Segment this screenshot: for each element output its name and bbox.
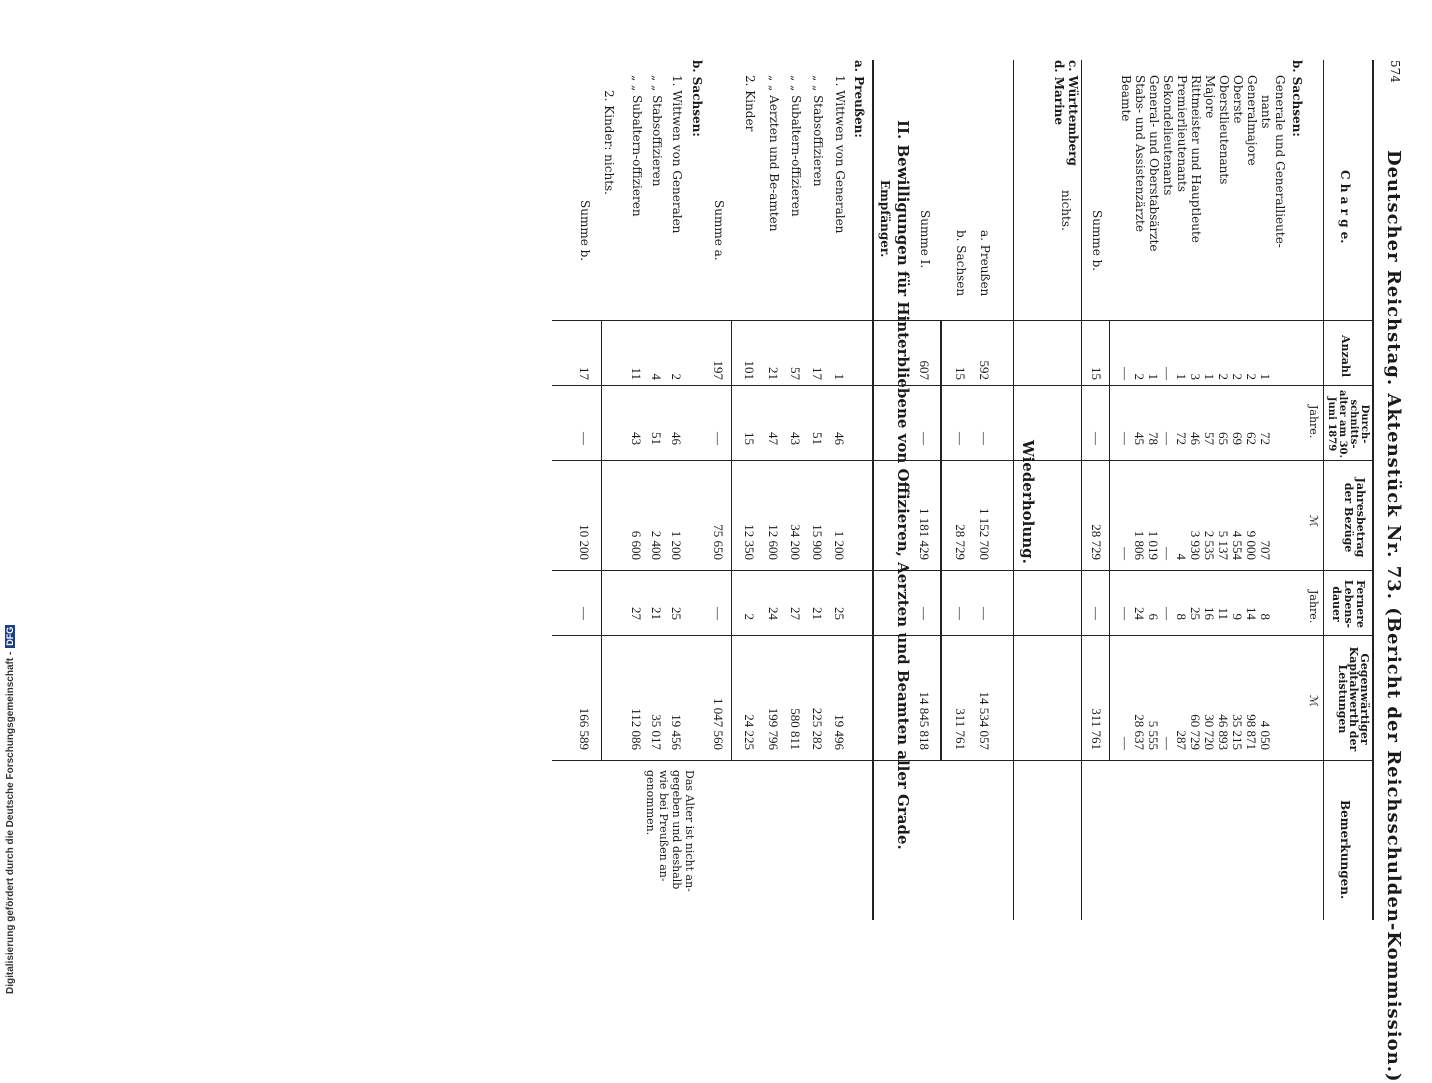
- cell-betrag: 1 200: [832, 530, 847, 560]
- row-label: 1. Wittwen von Generalen: [833, 75, 847, 234]
- cell-alter: 47: [766, 432, 781, 445]
- cell-dauer: 14: [1244, 607, 1259, 620]
- row-label: 1. Wittwen von Generalen: [670, 75, 684, 234]
- cell-betrag: 75 650: [711, 524, 726, 560]
- cell-kapital: 199 796: [766, 707, 781, 750]
- cell-dauer: —: [1089, 607, 1104, 620]
- summe-rule: [1109, 320, 1110, 760]
- row-label: Summe b.: [1090, 210, 1104, 272]
- cell-alter: 45: [1132, 432, 1147, 445]
- cell-kapital: 166 589: [577, 707, 592, 750]
- cell-dauer: 11: [1216, 607, 1231, 620]
- cell-anzahl: —: [1160, 367, 1175, 380]
- table2-subtitle: Empfänger.: [878, 180, 892, 258]
- cell-alter: —: [977, 432, 992, 445]
- cell-dauer: 9: [1230, 613, 1245, 620]
- cell-betrag: 2 535: [1202, 530, 1217, 560]
- row-label: Stabs- und Assistenzärzte: [1133, 75, 1147, 232]
- cell-anzahl: 15: [953, 367, 968, 380]
- col-header-anzahl: Anzahl: [1339, 335, 1352, 378]
- cell-alter: 72: [1258, 432, 1273, 445]
- page-number: 574: [1388, 60, 1402, 83]
- cell-kapital: 28 637: [1132, 714, 1147, 750]
- cell-anzahl: 3: [1188, 373, 1203, 380]
- col-header-kapital: Gegenwärtiger Kapitalwerth der Leistungen: [1336, 646, 1371, 752]
- cell-anzahl: 1: [1258, 373, 1273, 380]
- cell-anzahl: 592: [977, 360, 992, 380]
- col-header-lebensdauer: Fernere Lebens-dauer: [1330, 579, 1367, 629]
- row-label: 2. Kinder: [743, 75, 757, 132]
- bemerkung-note: Das Alter ist nicht an-gegeben und deshalb wie bei Preußen an-genommen.: [644, 770, 696, 892]
- row-label: Sekondelieutenants: [1161, 75, 1175, 196]
- col-sep: [864, 760, 1374, 761]
- cell-kapital: 112 086: [629, 708, 644, 750]
- wiederholung-title: Wiederholung.: [1019, 440, 1037, 564]
- cell-betrag: 6 600: [629, 530, 644, 560]
- cell-betrag: 12 350: [742, 524, 757, 560]
- cell-alter: —: [1160, 432, 1175, 445]
- row-label: Summe b.: [578, 200, 592, 262]
- cell-dauer: —: [577, 607, 592, 620]
- cell-anzahl: —: [1118, 367, 1133, 380]
- cell-kapital: 60 729: [1188, 714, 1203, 750]
- col-header-jahresbetrag: Jahresbetrag der Bezüge: [1342, 477, 1367, 558]
- cell-betrag: 28 729: [953, 524, 968, 560]
- cell-kapital: 225 282: [810, 707, 825, 750]
- header-rule: [1323, 60, 1324, 920]
- col-header-bemerkungen: Bemerkungen.: [1338, 800, 1352, 900]
- cell-alter: 46: [669, 432, 684, 445]
- section-c-wuerttemberg: c. Württemberg: [1066, 60, 1080, 166]
- cell-kapital: 35 215: [1230, 714, 1245, 750]
- cell-betrag: 9 000: [1244, 530, 1259, 560]
- cell-kapital: 46 893: [1216, 714, 1231, 750]
- col-unit-lebensdauer: Jahre.: [1307, 590, 1320, 624]
- row-label: Summe I.: [918, 210, 932, 269]
- section-a-preussen: a. Preußen:: [852, 60, 866, 138]
- nichts-label: nichts.: [1059, 190, 1073, 231]
- cell-kapital: 19 496: [832, 714, 847, 750]
- col-unit-alter: Jahre.: [1307, 405, 1320, 439]
- cell-anzahl: 17: [810, 367, 825, 380]
- row-label: Oberste: [1231, 75, 1245, 124]
- cell-dauer: —: [953, 607, 968, 620]
- cell-betrag: 12 600: [766, 524, 781, 560]
- cell-anzahl: 2: [669, 373, 684, 380]
- cell-alter: 51: [810, 432, 825, 445]
- digitization-text: Digitalisierung gefördert durch die Deutsche Forschungsgemeinschaft -: [5, 651, 16, 994]
- row-label: nants: [1259, 95, 1273, 129]
- cell-anzahl: 2: [1132, 373, 1147, 380]
- cell-betrag: 1 019: [1146, 530, 1161, 560]
- cell-anzahl: 21: [766, 367, 781, 380]
- cell-alter: 78: [1146, 432, 1161, 445]
- row-label: „ „ Stabsoffizieren: [811, 75, 825, 187]
- row-label: General- und Oberstabsärzte: [1147, 75, 1161, 252]
- cell-kapital: —: [1160, 737, 1175, 750]
- cell-anzahl: 2: [1244, 373, 1259, 380]
- table2-title: II. Bewilligungen für Hinterbliebene von Offizieren, Aerzten und Beamten aller Grade.: [894, 120, 912, 850]
- cell-alter: 46: [1188, 432, 1203, 445]
- row-label: Rittmeister und Hauptleute: [1189, 75, 1203, 243]
- col-unit-kapital: ℳ: [1307, 695, 1320, 707]
- cell-anzahl: 4: [649, 373, 664, 380]
- col-sep: [552, 635, 872, 636]
- row-label: a. Preußen: [978, 230, 992, 297]
- cell-dauer: —: [1160, 607, 1175, 620]
- cell-kapital: 98 871: [1244, 714, 1259, 750]
- cell-betrag: 28 729: [1089, 524, 1104, 560]
- cell-anzahl: 17: [577, 367, 592, 380]
- cell-alter: —: [1089, 432, 1104, 445]
- cell-betrag: —: [1118, 547, 1133, 560]
- col-sep: [552, 460, 872, 461]
- section-rule: [1013, 60, 1014, 920]
- cell-kapital: 5 555: [1146, 720, 1161, 750]
- summe-rule: [601, 320, 602, 760]
- row-label: Generale und Generallieute-: [1273, 75, 1287, 248]
- cell-betrag: 10 200: [577, 524, 592, 560]
- row-label: Generalmajore: [1245, 75, 1259, 166]
- cell-kapital: 30 720: [1202, 714, 1217, 750]
- cell-anzahl: 101: [742, 360, 757, 380]
- cell-betrag: 2 400: [649, 530, 664, 560]
- section-b-sachsen-2: b. Sachsen:: [690, 60, 704, 137]
- cell-dauer: —: [917, 607, 932, 620]
- cell-anzahl: 1: [832, 373, 847, 380]
- row-label: b. Sachsen: [954, 230, 968, 297]
- cell-dauer: 6: [1146, 613, 1161, 620]
- cell-dauer: 24: [1132, 607, 1147, 620]
- cell-alter: 51: [649, 432, 664, 445]
- cell-dauer: 21: [649, 607, 664, 620]
- cell-anzahl: 2: [1230, 373, 1245, 380]
- cell-dauer: —: [711, 607, 726, 620]
- cell-dauer: 16: [1202, 607, 1217, 620]
- cell-dauer: 2: [742, 613, 757, 620]
- cell-kapital: 19 456: [669, 714, 684, 750]
- row-label: „ „ Stabsoffizieren: [650, 75, 664, 187]
- row-label: Oberstlieutenants: [1217, 75, 1231, 185]
- top-rule: [1372, 60, 1374, 920]
- cell-alter: 43: [788, 432, 803, 445]
- cell-dauer: 27: [788, 607, 803, 620]
- cell-kapital: 14 534 057: [977, 691, 992, 750]
- summe-rule: [731, 320, 732, 760]
- cell-betrag: 3 930: [1188, 530, 1203, 560]
- row-label: Summe a.: [712, 200, 726, 261]
- row-label: „ „ Subaltern-offizieren: [789, 75, 803, 217]
- cell-kapital: —: [1118, 737, 1133, 750]
- cell-alter: —: [1118, 432, 1133, 445]
- cell-anzahl: 607: [917, 360, 932, 380]
- cell-alter: 46: [832, 432, 847, 445]
- table2-top-rule: [872, 60, 874, 920]
- cell-alter: 65: [1216, 432, 1231, 445]
- section-b-sachsen: b. Sachsen:: [1290, 60, 1304, 137]
- dfg-logo: DFG: [5, 626, 15, 646]
- cell-betrag: 4 554: [1230, 530, 1245, 560]
- cell-anzahl: 1: [1174, 373, 1189, 380]
- row-label: Premierlieutenants: [1175, 75, 1189, 192]
- cell-anzahl: 1: [1202, 373, 1217, 380]
- cell-anzahl: 11: [629, 367, 644, 380]
- section-d-marine: d. Marine: [1052, 60, 1066, 126]
- cell-kapital: 311 761: [1089, 708, 1104, 750]
- cell-dauer: 21: [810, 607, 825, 620]
- cell-kapital: 24 225: [742, 714, 757, 750]
- cell-alter: 15: [742, 432, 757, 445]
- summe-rule: [940, 320, 942, 760]
- cell-alter: —: [711, 432, 726, 445]
- cell-betrag: 1 200: [669, 530, 684, 560]
- cell-dauer: 24: [766, 607, 781, 620]
- cell-betrag: 1 806: [1132, 530, 1147, 560]
- cell-betrag: 4: [1174, 553, 1189, 560]
- cell-dauer: 8: [1174, 613, 1189, 620]
- cell-alter: 62: [1244, 432, 1259, 445]
- cell-kapital: 14 845 818: [917, 691, 932, 750]
- cell-betrag: 15 900: [810, 524, 825, 560]
- cell-dauer: —: [977, 607, 992, 620]
- cell-dauer: 8: [1258, 613, 1273, 620]
- cell-alter: —: [917, 432, 932, 445]
- cell-dauer: —: [1118, 607, 1133, 620]
- row-label: Beamte: [1119, 75, 1133, 122]
- row-label: „ „ Subaltern-offizieren: [630, 75, 644, 217]
- cell-kapital: 35 017: [649, 714, 664, 750]
- cell-anzahl: 15: [1089, 367, 1104, 380]
- cell-anzahl: 197: [711, 360, 726, 380]
- col-header-charge: C h a r g e.: [1338, 170, 1352, 244]
- cell-betrag: 1 152 700: [977, 508, 992, 560]
- cell-kapital: 1 047 560: [711, 698, 726, 750]
- cell-anzahl: 1: [1146, 373, 1161, 380]
- cell-kapital: 311 761: [953, 708, 968, 750]
- cell-dauer: 25: [669, 607, 684, 620]
- cell-dauer: 25: [832, 607, 847, 620]
- cell-dauer: 25: [1188, 607, 1203, 620]
- col-unit-jahresbetrag: ℳ: [1307, 515, 1320, 527]
- col-sep: [552, 760, 872, 761]
- cell-betrag: 1 181 429: [917, 508, 932, 560]
- col-header-alter: Durch-schnitts-alter am 30. Juni 1879: [1326, 390, 1370, 458]
- section-rule: [1081, 60, 1082, 920]
- cell-dauer: 27: [629, 607, 644, 620]
- cell-alter: —: [953, 432, 968, 445]
- running-title: Deutscher Reichstag. Aktenstück Nr. 73. (Bericht der Reichsschulden-Kommission.): [1383, 150, 1404, 1083]
- cell-betrag: 34 200: [788, 524, 803, 560]
- row-label: Majore: [1203, 75, 1217, 119]
- cell-alter: 72: [1174, 432, 1189, 445]
- row-label: „ „ Aerzten und Be-amten: [767, 75, 781, 232]
- kinder-nichts: 2. Kinder: nichts.: [602, 90, 616, 195]
- cell-anzahl: 57: [788, 367, 803, 380]
- cell-betrag: 5 137: [1216, 530, 1231, 560]
- cell-kapital: 580 811: [788, 708, 803, 750]
- cell-alter: —: [577, 432, 592, 445]
- cell-kapital: 4 050: [1258, 720, 1273, 750]
- cell-anzahl: 2: [1216, 373, 1231, 380]
- cell-betrag: 707: [1258, 540, 1273, 560]
- cell-alter: 69: [1230, 432, 1245, 445]
- cell-alter: 57: [1202, 432, 1217, 445]
- cell-betrag: —: [1160, 547, 1175, 560]
- cell-alter: 43: [629, 432, 644, 445]
- cell-kapital: 287: [1174, 730, 1189, 750]
